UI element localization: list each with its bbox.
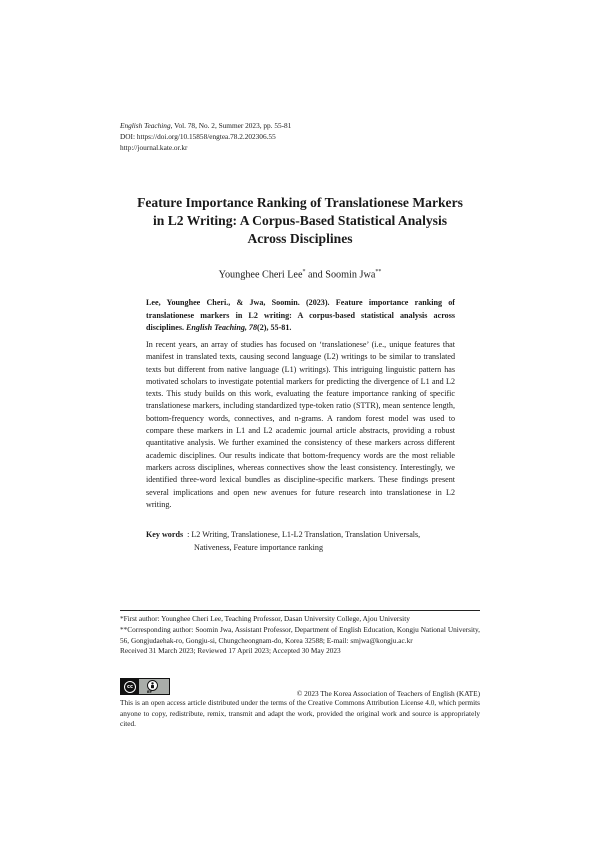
author-1-mark: * <box>302 269 306 275</box>
license-text: This is an open access article distributed under the terms of the Creative Commons Attribution License 4.0, which permits anyone to copy, redistribute, remix, transmit and adapt the work, provided the original work and source is appropriately cited. <box>120 698 480 729</box>
author-2: Soomin Jwa <box>325 269 376 281</box>
abstract <box>146 339 455 511</box>
title-line-1: Feature Importance Ranking of Translationese Markers <box>137 195 463 210</box>
copyright-notice: © 2023 The Korea Association of Teachers of English (KATE) <box>296 689 480 698</box>
footnotes <box>120 614 480 657</box>
citation-issue: (2), 55-81. <box>257 323 292 333</box>
author-line <box>120 269 480 280</box>
journal-url[interactable]: http://journal.kate.or.kr <box>120 143 188 152</box>
author-conjunction: and <box>305 269 326 281</box>
cc-by-label: BY <box>147 690 153 694</box>
citation-journal: English Teaching, 78 <box>186 323 258 333</box>
abstract-text: In recent years, an array of studies has focused on ‘translationese’ (i.e., unique features that manifest in translated texts, causing second language (L2) writings to be similar to translated texts but different from native language (L1) writings). This intriguing linguistic pattern has motivated scholars to investigate potential markers for predicting the divergence of L1 and L2 texts. This study builds on this work, evaluating the feature importance ranking of specific translationese markers, including standardized type-token ratio (STTR), mean sentence length, bottom-frequency words, connectives, and n-grams. A random forest model was used to compare these markers in L1 and L2 academic journal article abstracts, providing a robust quantitative analysis. We further examined the consistency of these markers across different academic disciplines. Our results indicate that bottom-frequency words are the most reliable markers across disciplines, whereas connectives show the least consistency. Interestingly, we identified three-word lexical bundles as discipline-specific markers. These findings present several implications and open new avenues for future research into translationese in L2 writing. <box>146 340 455 509</box>
keywords-line-2: Nativeness, Feature importance ranking <box>194 543 324 552</box>
citation-block <box>146 297 455 335</box>
author-1: Younghee Cheri Lee <box>218 269 303 281</box>
journal-citation-line <box>120 120 291 131</box>
title-line-2: in L2 Writing: A Corpus-Based Statistical Analysis <box>152 213 448 228</box>
keywords <box>146 528 455 554</box>
footnote-divider <box>120 610 480 611</box>
footnote-dates: Received 31 March 2023; Reviewed 17 April 2023; Accepted 30 May 2023 <box>120 646 341 656</box>
citation-lead: Lee, Younghee Cheri., & Jwa, Soomin. (2023). Feature importance ranking of translationese markers in L2 writing: A corpus-based statistical analysis across disciplines. <box>146 298 455 333</box>
footnote-corresponding-author: **Corresponding author: Soomin Jwa, Assistant Professor, Department of English Education, Kongju National University, 56, Gongjudaehak-ro, Gongju-si, Chungcheongnam-do, Korea 32588; E-mail: smjwa@kongju.ac.kr <box>120 624 480 645</box>
keywords-line-1: : L2 Writing, Translationese, L1-L2 Translation, Translation Universals, <box>187 530 421 539</box>
title-line-3: Across Disciplines <box>247 231 353 246</box>
cc-icon: cc <box>124 681 136 693</box>
footnote-first-author: *First author: Younghee Cheri Lee, Teaching Professor, Dasan University College, Ajou University <box>120 614 410 623</box>
cc-by-license-badge[interactable] <box>120 678 170 695</box>
journal-header <box>120 120 291 153</box>
author-2-mark: ** <box>375 269 382 275</box>
doi-link[interactable]: DOI: https://doi.org/10.15858/engtea.78.2.202306.55 <box>120 132 276 141</box>
paper-title <box>120 194 480 248</box>
person-icon <box>149 682 156 690</box>
keywords-row <box>146 528 455 541</box>
journal-name: English Teaching <box>120 121 171 130</box>
journal-volume-details: , Vol. 78, No. 2, Summer 2023, pp. 55-81 <box>170 121 292 130</box>
keywords-label: Key words <box>146 530 184 539</box>
